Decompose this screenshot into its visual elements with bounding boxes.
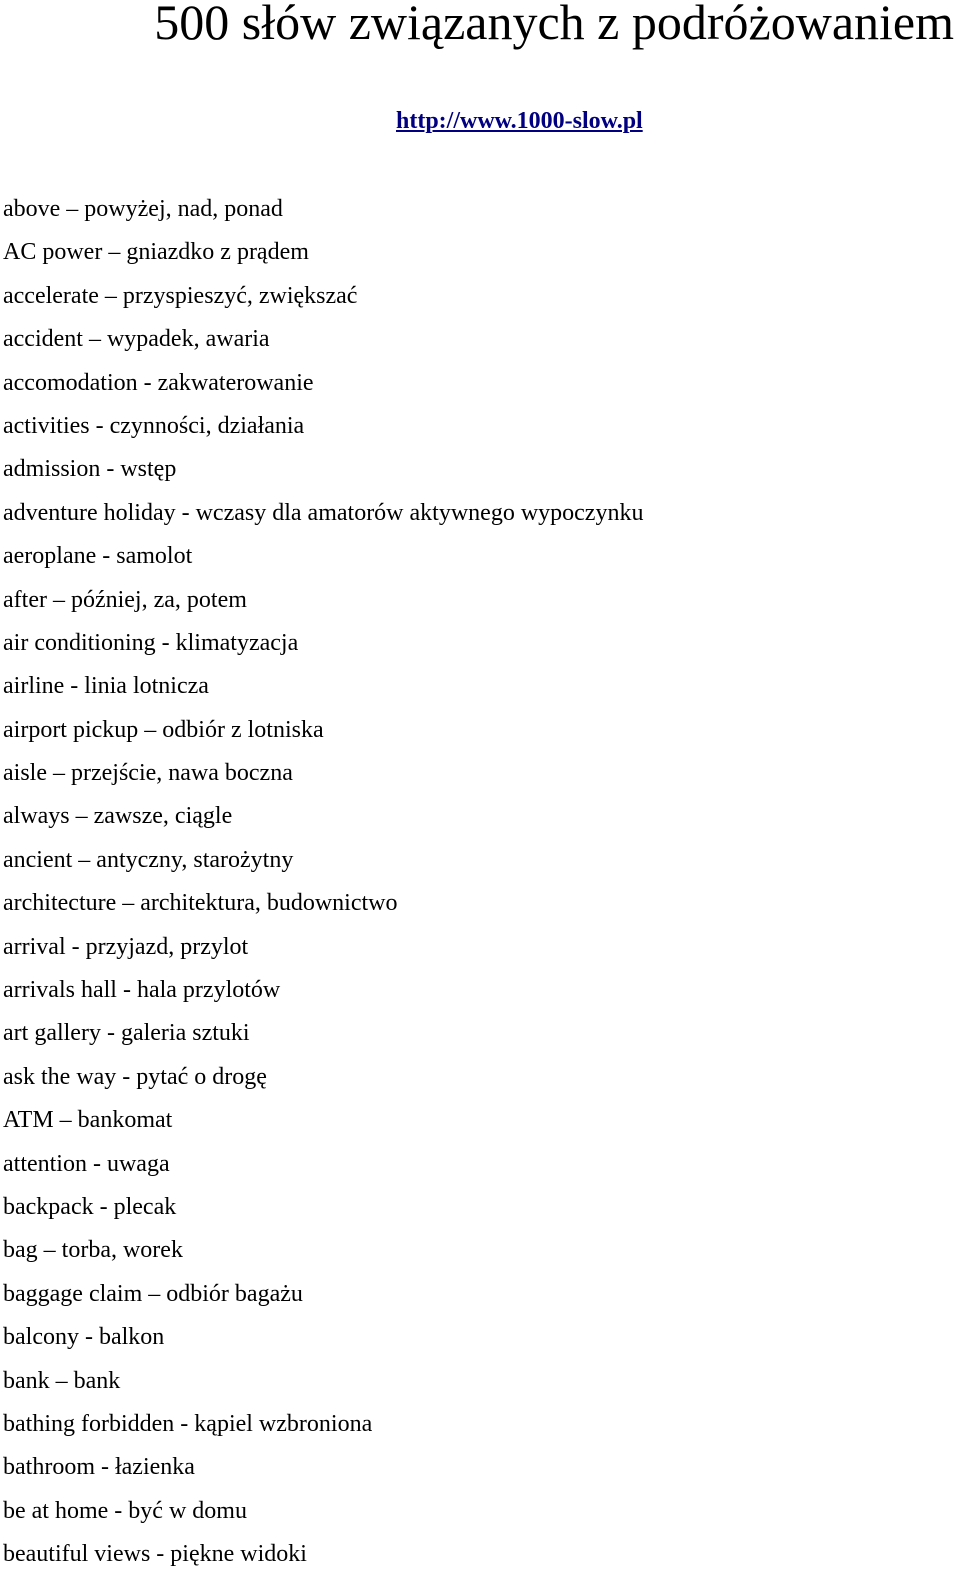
vocabulary-entry: backpack - plecak (3, 1193, 177, 1220)
vocabulary-entry: arrival - przyjazd, przylot (3, 933, 249, 960)
vocabulary-entry: ancient – antyczny, starożytny (3, 846, 294, 873)
vocabulary-entry: bank – bank (3, 1367, 121, 1394)
vocabulary-entry: always – zawsze, ciągle (3, 803, 233, 830)
vocabulary-entry: above – powyżej, nad, ponad (3, 196, 283, 222)
vocabulary-entry: airport pickup – odbiór z lotniska (3, 716, 324, 743)
vocabulary-entry: air conditioning - klimatyzacja (3, 629, 299, 656)
vocabulary-entry: architecture – architektura, budownictwo (3, 890, 398, 917)
vocabulary-list (3, 192, 643, 1581)
source-link[interactable]: http://www.1000-slow.pl (396, 108, 643, 134)
vocabulary-entry: balcony - balkon (3, 1324, 165, 1351)
vocabulary-entry: bathing forbidden - kąpiel wzbroniona (3, 1410, 373, 1437)
vocabulary-entry: ask the way - pytać o drogę (3, 1063, 267, 1090)
vocabulary-entry: after – później, za, potem (3, 586, 247, 613)
vocabulary-entry: art gallery - galeria sztuki (3, 1020, 250, 1047)
document-title: 500 słów związanych z podróżowaniem (154, 0, 954, 50)
vocabulary-entry: aisle – przejście, nawa boczna (3, 760, 293, 787)
vocabulary-entry: baggage claim – odbiór bagażu (3, 1280, 303, 1307)
vocabulary-entry: AC power – gniazdko z prądem (3, 239, 309, 266)
vocabulary-entry: bag – torba, worek (3, 1237, 183, 1264)
vocabulary-entry: beautiful views - piękne widoki (3, 1541, 307, 1568)
vocabulary-entry: accelerate – przyspieszyć, zwiększać (3, 282, 358, 309)
vocabulary-entry: arrivals hall - hala przylotów (3, 977, 281, 1004)
vocabulary-entry: attention - uwaga (3, 1150, 170, 1177)
vocabulary-entry: ATM – bankomat (3, 1107, 173, 1134)
vocabulary-entry: adventure holiday - wczasy dla amatorów aktywnego wypoczynku (3, 499, 644, 526)
vocabulary-entry: admission - wstęp (3, 456, 177, 483)
vocabulary-entry: airline - linia lotnicza (3, 673, 209, 700)
vocabulary-entry: accomodation - zakwaterowanie (3, 369, 314, 396)
vocabulary-entry: accident – wypadek, awaria (3, 326, 270, 353)
vocabulary-entry: aeroplane - samolot (3, 543, 193, 570)
vocabulary-entry: activities - czynności, działania (3, 412, 305, 439)
vocabulary-entry: be at home - być w domu (3, 1497, 247, 1524)
vocabulary-entry: bathroom - łazienka (3, 1454, 195, 1481)
